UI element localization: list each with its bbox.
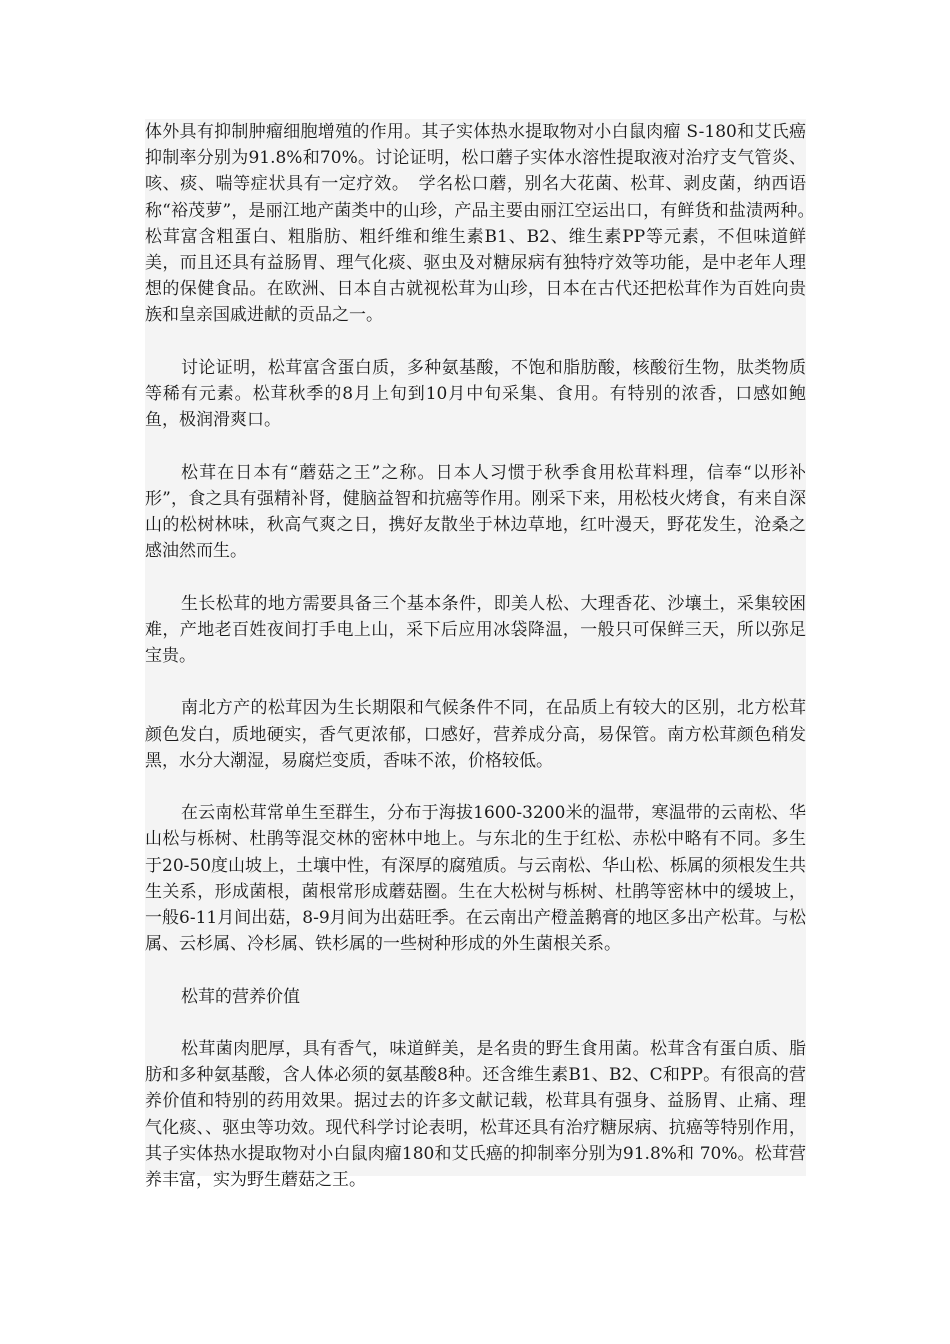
paragraph-7: 松茸菌肉肥厚，具有香气，味道鲜美，是名贵的野生食用菌。松茸含有蛋白质、脂肪和多种氨基酸，含人体必须的氨基酸8种。还含维生素B1、B2、C和PP。有很高的营养价值和特别的药用效果。据过去的许多文献记载，松茸具有强身、益肠胃、止痛、理气化痰、、驱虫等功效。现代科学讨论表明，松茸还具有治疗糖尿病、抗癌等特别作用，其子实体热水提取物对小白鼠肉瘤180和艾氏癌的抑制率分别为91.8%和 70%。松茸营养丰富，实为野生蘑菇之王。 — [145, 1039, 806, 1191]
paragraph-6: 在云南松茸常单生至群生，分布于海拔1600-3200米的温带，寒温带的云南松、华山松与栎树、杜鹃等混交林的密林中地上。与东北的生于红松、赤松中略有不同。多生于20-50度山坡上，土壤中性，有深厚的腐殖质。与云南松、华山松、栎属的须根发生共生关系，形成菌根，菌根常形成蘑菇圈。生在大松树与栎树、杜鹃等密林中的缓坡上，一般6-11月间出菇，8-9月间为出菇旺季。在云南出产橙盖鹅膏的地区多出产松茸。与松属、云杉属、冷杉属、铁杉属的一些树种形成的外生菌根关系。 — [145, 803, 807, 955]
paragraph-4: 生长松茸的地方需要具备三个基本条件，即美人松、大理香花、沙壤土，采集较困难，产地老百姓夜间打手电上山，采下后应用冰袋降温，一般只可保鲜三天，所以弥足宝贵。 — [145, 593, 806, 667]
article-body — [145, 119, 823, 1191]
section-heading: 松茸的营养价值 — [181, 986, 300, 1007]
paragraph-3: 松茸在日本有“蘑菇之王”之称。日本人习惯于秋季食用松茸料理，信奉“以形补形”，食之具有强精补肾，健脑益智和抗癌等作用。刚采下来，用松枝火烤食，有来自深山的松树林味，秋高气爽之日，携好友散坐于林边草地，红叶漫天，野花发生，沧桑之感油然而生。 — [145, 462, 806, 562]
paragraph-1: 体外具有抑制肿瘤细胞增殖的作用。其子实体热水提取物对小白鼠肉瘤 S-180和艾氏癌抑制率分别为91.8%和70%。讨论证明，松口蘑子实体水溶性提取液对治疗支气管炎、咳、痰、喘等症状具有一定疗效。 学名松口蘑，别名大花菌、松茸、剥皮菌，纳西语称“裕茂萝”，是丽江地产菌类中的山珍，产品主要由丽江空运出口，有鲜货和盐渍两种。 松茸富含粗蛋白、粗脂肪、粗纤维和维生素B1、B2、维生素PP等元素，不但味道鲜美，而且还具有益肠胃、理气化痰、驱虫及对糖尿病有独特疗效等功能，是中老年人理想的保健食品。在欧洲、日本自古就视松茸为山珍，日本在古代还把松茸作为百姓向贵族和皇亲国戚进献的贡品之一。 — [145, 122, 823, 326]
paragraph-5: 南北方产的松茸因为生长期限和气候条件不同，在品质上有较大的区别，北方松茸颜色发白，质地硬实，香气更浓郁，口感好，营养成分高，易保管。南方松茸颜色稍发黑，水分大潮湿，易腐烂变质，香味不浓，价格较低。 — [145, 698, 806, 771]
paragraph-2: 讨论证明，松茸富含蛋白质，多种氨基酸，不饱和脂肪酸，核酸衍生物，肽类物质等稀有元素。松茸秋季的8月上旬到10月中旬采集、食用。有特别的浓香，口感如鲍鱼，极润滑爽口。 — [145, 357, 806, 431]
